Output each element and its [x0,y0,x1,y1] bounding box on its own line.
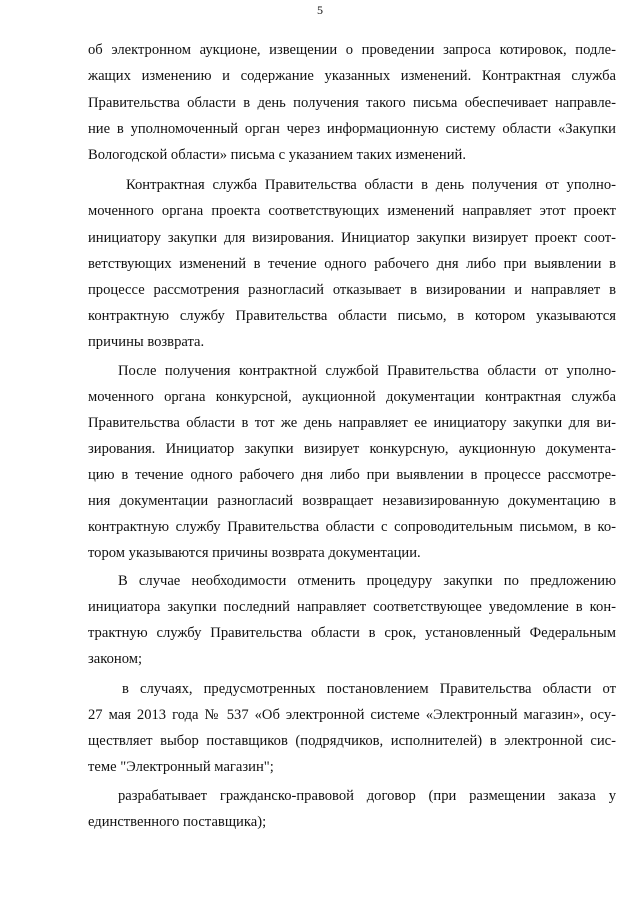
paragraph-4-line-4: законом; [88,651,143,667]
paragraph-1-line-1: об электронном аукционе, извещении о проведении запроса котировок, подле- [88,42,616,58]
paragraph-2-line-1: Контрактная служба Правительства области в день получения от уполно- [126,177,616,193]
paragraph-2-line-5: процессе рассмотрения разногласий отказывает в визировании и направляет в [88,282,616,298]
paragraph-1-line-2: жащих изменению и содержание указанных изменений. Контрактная служба [88,68,616,84]
paragraph-2-line-7: причины возврата. [88,334,205,350]
paragraph-2-line-3: инициатору закупки для визирования. Инициатор закупки визирует проект соот- [88,230,616,246]
paragraph-3-line-3: Правительства области в тот же день направляет ее инициатору закупки для ви- [88,415,616,431]
paragraph-1-line-3: Правительства области в день получения такого письма обеспечивает направле- [88,95,616,111]
paragraph-3-line-6: ния документации разногласий возвращает незавизированную документацию в [88,493,616,509]
paragraph-3-line-8: тором указываются причины возврата документации. [88,545,421,561]
paragraph-6-line-2: единственного поставщика); [88,814,267,830]
paragraph-3-line-2: моченного органа конкурсной, аукционной документации контрактная служба [88,389,616,405]
paragraph-4-line-3: трактную службу Правительства области в срок, установленный Федеральным [88,625,616,641]
paragraph-5-line-3: ществляет выбор поставщиков (подрядчиков, исполнителей) в электронной сис- [88,733,616,749]
paragraph-3-line-4: зирования. Инициатор закупки визирует конкурсную, аукционную документа- [88,441,616,457]
paragraph-1-line-4: ние в уполномоченный орган через информационную систему области «Закупки [88,121,616,137]
paragraph-6-line-1: разрабатывает гражданско-правовой договор (при размещении заказа у [118,788,616,804]
paragraph-5-line-1: в случаях, предусмотренных постановлением Правительства области от [122,681,616,697]
paragraph-2-line-4: ветствующих изменений в течение одного рабочего дня либо при выявлении в [88,256,616,272]
page-number: 5 [317,3,323,17]
paragraph-3-line-7: контрактную службу Правительства области с сопроводительным письмом, в ко- [88,519,616,535]
paragraph-1-line-5: Вологодской области» письма с указанием таких изменений. [88,147,466,163]
paragraph-5-line-2: 27 мая 2013 года № 537 «Об электронной системе «Электронный магазин», осу- [88,707,616,723]
paragraph-5-line-4: теме "Электронный магазин"; [88,759,274,775]
paragraph-4-line-1: В случае необходимости отменить процедуру закупки по предложению [118,573,616,589]
paragraph-3-line-1: После получения контрактной службой Правительства области от уполно- [118,363,616,379]
paragraph-4-line-2: инициатора закупки последний направляет соответствующее уведомление в кон- [88,599,616,615]
paragraph-3-line-5: цию в течение одного рабочего дня либо при выявлении в процессе рассмотре- [88,467,616,483]
paragraph-2-line-6: контрактную службу Правительства области письмо, в котором указываются [88,308,616,324]
paragraph-2-line-2: моченного органа проекта соответствующих изменений направляет этот проект [88,203,616,219]
